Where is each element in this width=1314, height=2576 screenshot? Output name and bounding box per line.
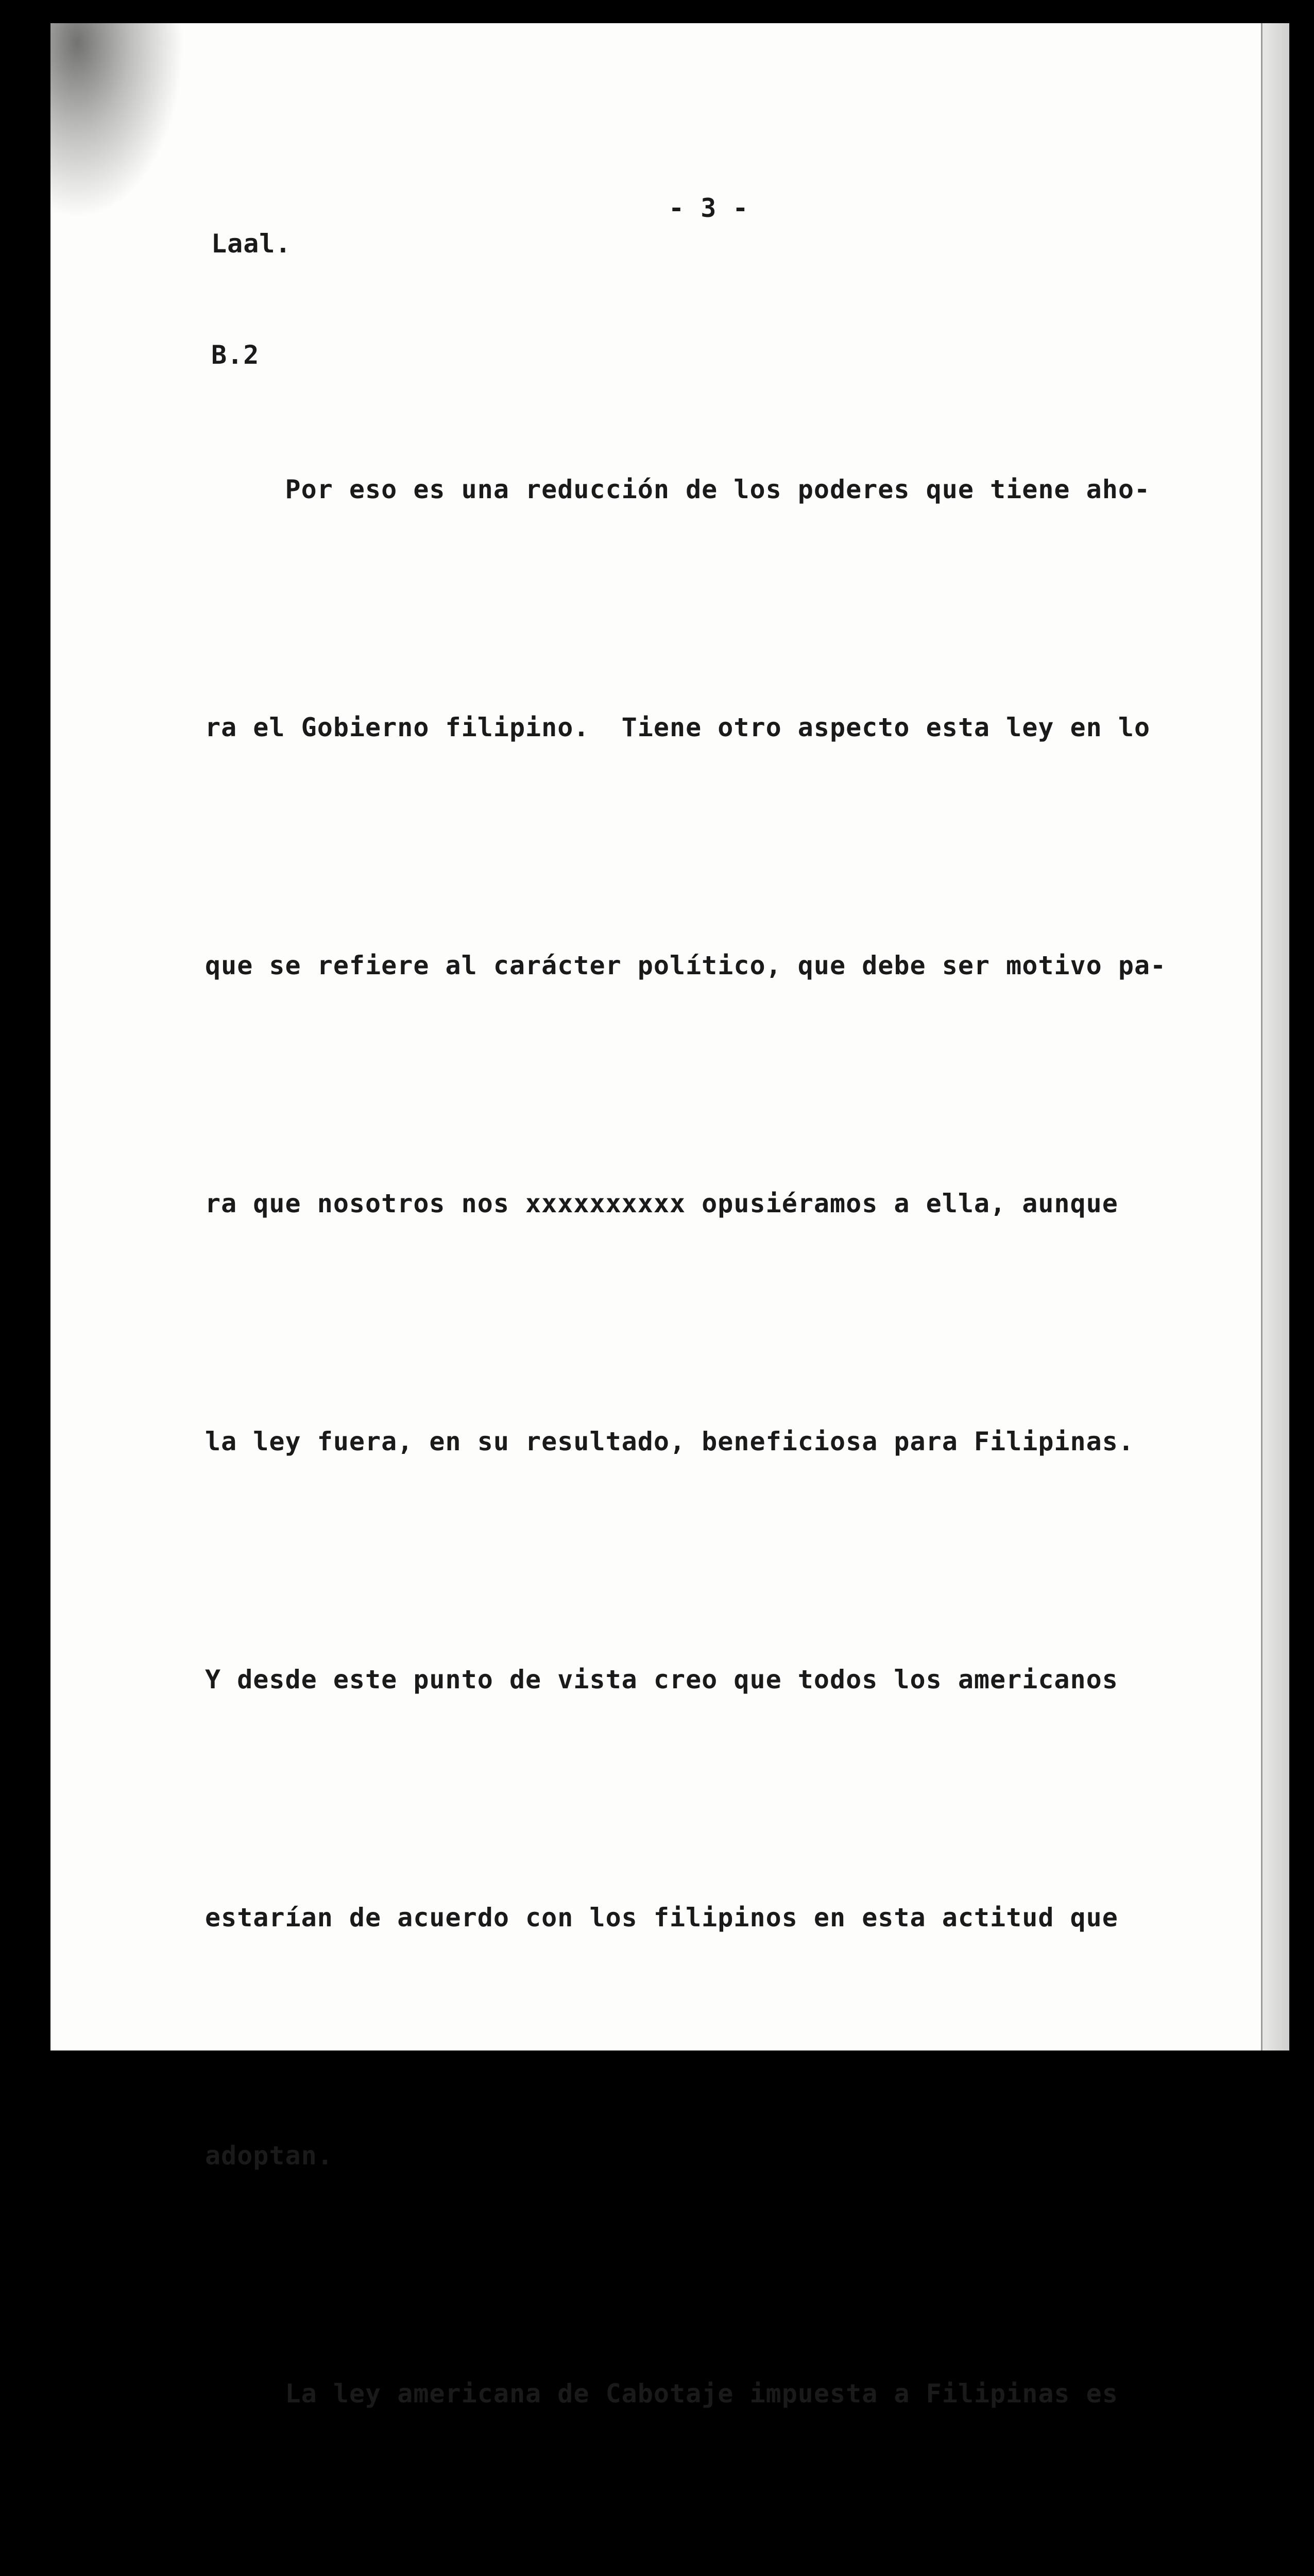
body-text [205, 291, 1198, 2576]
text-line: que se refiere al carácter político, que debe ser motivo pa- [205, 951, 1167, 980]
text-line: Por eso es una reducción de los poderes que tiene aho- [205, 474, 1151, 504]
page-number: - 3 - [669, 193, 749, 223]
text-line: ra que nosotros nos xxxxxxxxxx opusiéramos a ella, aunque [205, 1189, 1118, 1218]
page-edge-shadow [50, 23, 184, 219]
text-line: La ley americana de Cabotaje impuesta a Filipinas es [205, 2379, 1118, 2409]
document-page [50, 23, 1289, 2409]
text-line: ra el Gobierno filipino. Tiene otro aspecto esta ley en lo [205, 713, 1151, 742]
reference-line-2: B.2 [211, 340, 260, 370]
text-line: la ley fuera, en su resultado, beneficiosa para Filipinas. [205, 1427, 1134, 1456]
text-line: adoptan. [205, 2141, 333, 2171]
text-line: estarían de acuerdo con los filipinos en esta actitud que [205, 1903, 1118, 1933]
reference-line-1: Laal. [211, 229, 292, 259]
page-right-edge [1261, 23, 1289, 2050]
text-line: Y desde este punto de vista creo que todos los americanos [205, 1665, 1118, 1694]
